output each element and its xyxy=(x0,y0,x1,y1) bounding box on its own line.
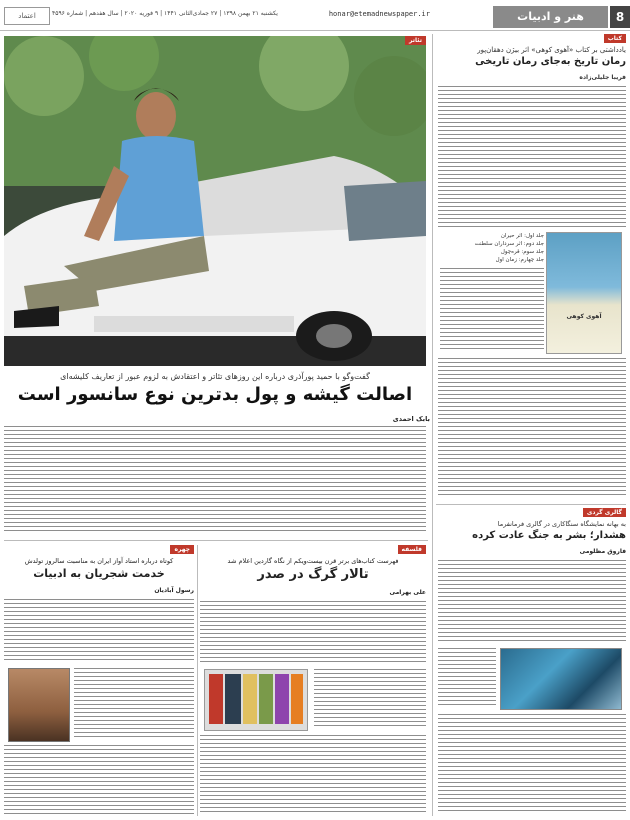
bibliography-line: جلد سوم: قره‌چول xyxy=(500,249,544,255)
main-feature-byline: بابک احمدی xyxy=(392,415,430,423)
books-list-body-bottom xyxy=(200,735,426,815)
masthead xyxy=(0,0,630,31)
book-review-body-top xyxy=(438,86,626,228)
books-list-article xyxy=(200,545,426,816)
book-cover-image xyxy=(546,232,622,354)
book-cover-title: آهوی کوهی xyxy=(566,313,602,320)
section-divider xyxy=(4,540,428,541)
section-tag-gallery: گالری گردی xyxy=(583,508,626,517)
section-divider xyxy=(436,504,626,505)
gallery-headline[interactable]: هشدار؛ بشر به جنگ عادت کرده xyxy=(472,530,626,541)
newspaper-logo: اعتماد xyxy=(4,7,50,25)
section-tag-profile: چهره xyxy=(170,545,194,554)
book-review-author: فریبا جلیلی‌زاده xyxy=(579,74,626,81)
gallery-body-top xyxy=(438,560,626,644)
shajarian-article xyxy=(4,545,194,816)
gallery-body-bottom xyxy=(438,714,626,814)
section-tag-philosophy: فلسفه xyxy=(398,545,426,554)
books-list-body-top xyxy=(200,601,426,665)
section-tag-theater: تئاتر xyxy=(405,36,426,45)
book-review-kicker: یادداشتی بر کتاب «آهوی کوهی» اثر بیژن دهقان‌پور xyxy=(477,46,626,54)
book-review-body-bottom xyxy=(438,358,626,498)
section-title: هنر و ادبیات xyxy=(493,6,608,28)
bibliography-line: جلد اول: اثر حیران xyxy=(500,233,544,239)
gallery-author: فاروق مظلومی xyxy=(579,548,626,555)
section-email[interactable]: honar@etemadnewspaper.ir xyxy=(328,10,430,18)
shajarian-headline[interactable]: خدمت شجریان به ادبیات xyxy=(33,567,165,580)
books-list-headline[interactable]: تالار گرگ در صدر xyxy=(257,567,369,582)
column-divider xyxy=(432,34,433,816)
date-line: یکشنبه ۲۱ بهمن ۱۳۹۸ | ۲۷ جمادی‌الثانی ۱۴۴۱ | ۹ فوریه ۲۰۲۰ | سال هفدهم | شماره ۴۵۹۶ xyxy=(52,10,278,17)
bibliography-line: جلد چهارم: زمان اول xyxy=(495,257,544,263)
book-covers-image xyxy=(204,669,308,731)
section-tag-book: کتاب xyxy=(604,34,626,43)
man-on-car-illustration xyxy=(4,36,426,366)
shajarian-portrait xyxy=(8,668,70,742)
book-review-body-mid xyxy=(440,268,544,352)
bibliography-line: جلد دوم: اثر سرداران سلطنت xyxy=(474,241,544,247)
column-divider xyxy=(197,545,198,816)
bibliography xyxy=(440,232,544,264)
books-list-author: علی بهرامی xyxy=(389,589,426,596)
gallery-body-side xyxy=(438,648,496,708)
gallery-article xyxy=(438,508,626,816)
shajarian-body-side xyxy=(74,668,194,740)
main-feature-headline[interactable]: اصالت گیشه و پول بدترین نوع سانسور است xyxy=(17,384,413,405)
gallery-artwork-image xyxy=(500,648,622,710)
books-list-kicker: فهرست کتاب‌های برتر قرن بیست‌ویکم از نگاه گاردین اعلام شد xyxy=(227,557,399,565)
book-review-headline[interactable]: رمان تاریخ به‌جای رمان تاریخی xyxy=(475,56,626,67)
main-feature-body xyxy=(4,426,426,534)
main-feature-kicker: گفت‌وگو با حمید پورآذری درباره این روزهای تئاتر و اعتقادش به لزوم عبور از تعاریف کلیشه‌ای xyxy=(60,372,370,381)
shajarian-kicker: کوتاه درباره استاد آواز ایران به مناسبت سالروز تولدش xyxy=(24,557,174,565)
books-list-body-side xyxy=(314,669,426,729)
gallery-kicker: به بهانه نمایشگاه سنگاکاری در گالری فرمانفرما xyxy=(497,520,626,528)
shajarian-body-bottom xyxy=(4,745,194,815)
book-review-column xyxy=(438,34,626,500)
main-photo xyxy=(4,36,426,366)
page-number: 8 xyxy=(610,6,630,28)
shajarian-body-top xyxy=(4,599,194,663)
shajarian-author: رسول آبادیان xyxy=(154,587,194,594)
